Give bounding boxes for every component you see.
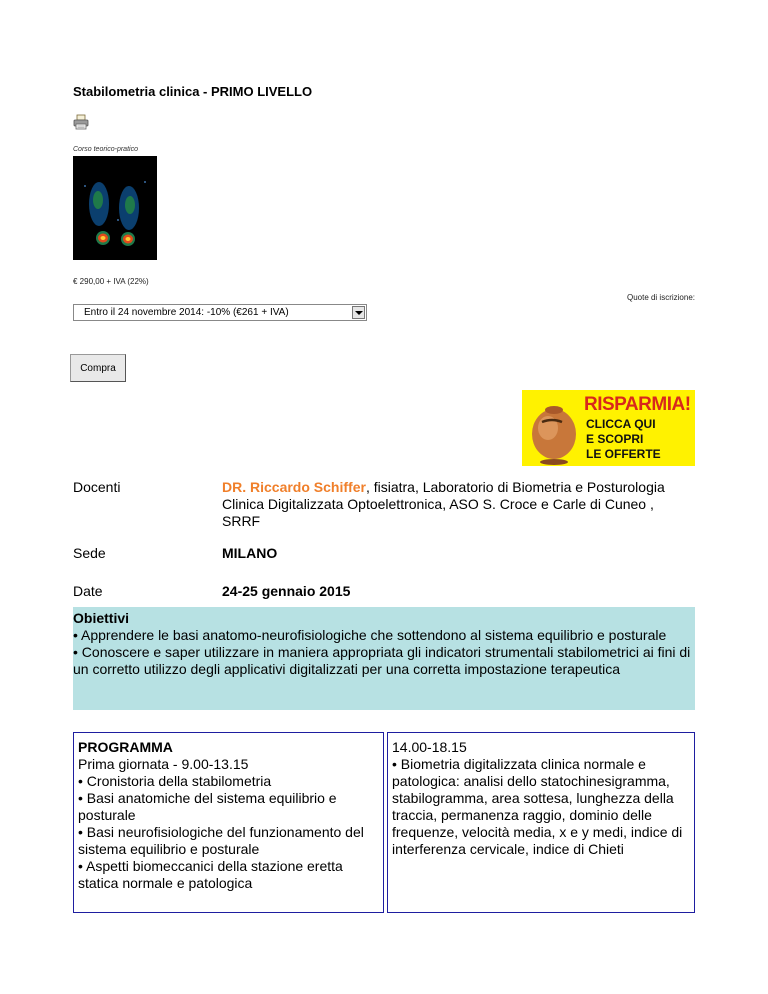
course-type-label: Corso teorico-pratico: [73, 146, 138, 153]
objective-item: • Apprendere le basi anatomo-neurofisiologiche che sottendono al sistema equilibrio e posturale: [73, 627, 667, 643]
promo-line: LE OFFERTE: [586, 447, 661, 461]
promo-line: E SCOPRI: [586, 432, 644, 446]
buy-button[interactable]: Compra: [70, 354, 126, 382]
program-line: • Cronistoria della stabilometria: [78, 773, 272, 789]
program-day1-box: [73, 732, 384, 913]
date-value: 24-25 gennaio 2015: [222, 583, 351, 599]
program-line: • Basi anatomiche del sistema equilibrio e posturale: [78, 790, 337, 823]
objective-item: • Conoscere e saper utilizzare in maniera appropriata gli indicatori strumentali stabilometrici ai fini di un corretto utilizzo degli applicativi digitalizzati per una corretta impostazione terapeutica: [73, 644, 691, 677]
promo-banner[interactable]: [522, 390, 695, 466]
date-label: Date: [73, 583, 103, 599]
price-text: € 290,00 + IVA (22%): [73, 277, 149, 286]
objectives-heading: Obiettivi: [73, 610, 130, 626]
course-image: [73, 156, 157, 260]
promo-title: RISPARMIA!: [584, 394, 691, 415]
sede-value: MILANO: [222, 545, 278, 561]
quote-select-value: Entro il 24 novembre 2014: -10% (€261 + IVA): [84, 307, 289, 318]
promo-line: CLICCA QUI: [586, 417, 656, 431]
program-line: • Aspetti biomeccanici della stazione eretta statica normale e patologica: [78, 858, 343, 891]
quote-label: Quote di iscrizione:: [626, 293, 695, 302]
sede-label: Sede: [73, 545, 106, 561]
printer-icon[interactable]: [73, 114, 89, 130]
teacher-description: , fisiatra, Laboratorio di Biometria e Posturologia Clinica Digitalizzata Optoelettronica, ASO S. Croce e Carle di Cuneo , SRRF: [222, 479, 665, 529]
teacher-link[interactable]: DR. Riccardo Schiffer: [222, 479, 366, 495]
objectives-box: [73, 607, 695, 710]
program-line: Prima giornata - 9.00-13.15: [78, 756, 249, 772]
program-line: • Basi neurofisiologiche del funzionamento del sistema equilibrio e posturale: [78, 824, 364, 857]
docenti-value: [222, 479, 692, 530]
program-day2-box: [387, 732, 695, 913]
piggy-bank-icon: [522, 390, 582, 466]
chevron-down-icon[interactable]: [352, 306, 365, 319]
program-line: 14.00-18.15: [392, 739, 467, 755]
quote-select[interactable]: [73, 304, 367, 321]
program-heading: PROGRAMMA: [78, 739, 173, 755]
program-line: • Biometria digitalizzata clinica normale e patologica: analisi dello statochinesigramma, stabilogramma, area sottesa, lunghezza della traccia, permanenza raggio, dominio delle frequenze, velocità media, x e y medi, indice di interferenza cervicale, indice di Chieti: [392, 756, 683, 857]
page-title: Stabilometria clinica - PRIMO LIVELLO: [73, 84, 313, 99]
docenti-label: Docenti: [73, 479, 121, 495]
